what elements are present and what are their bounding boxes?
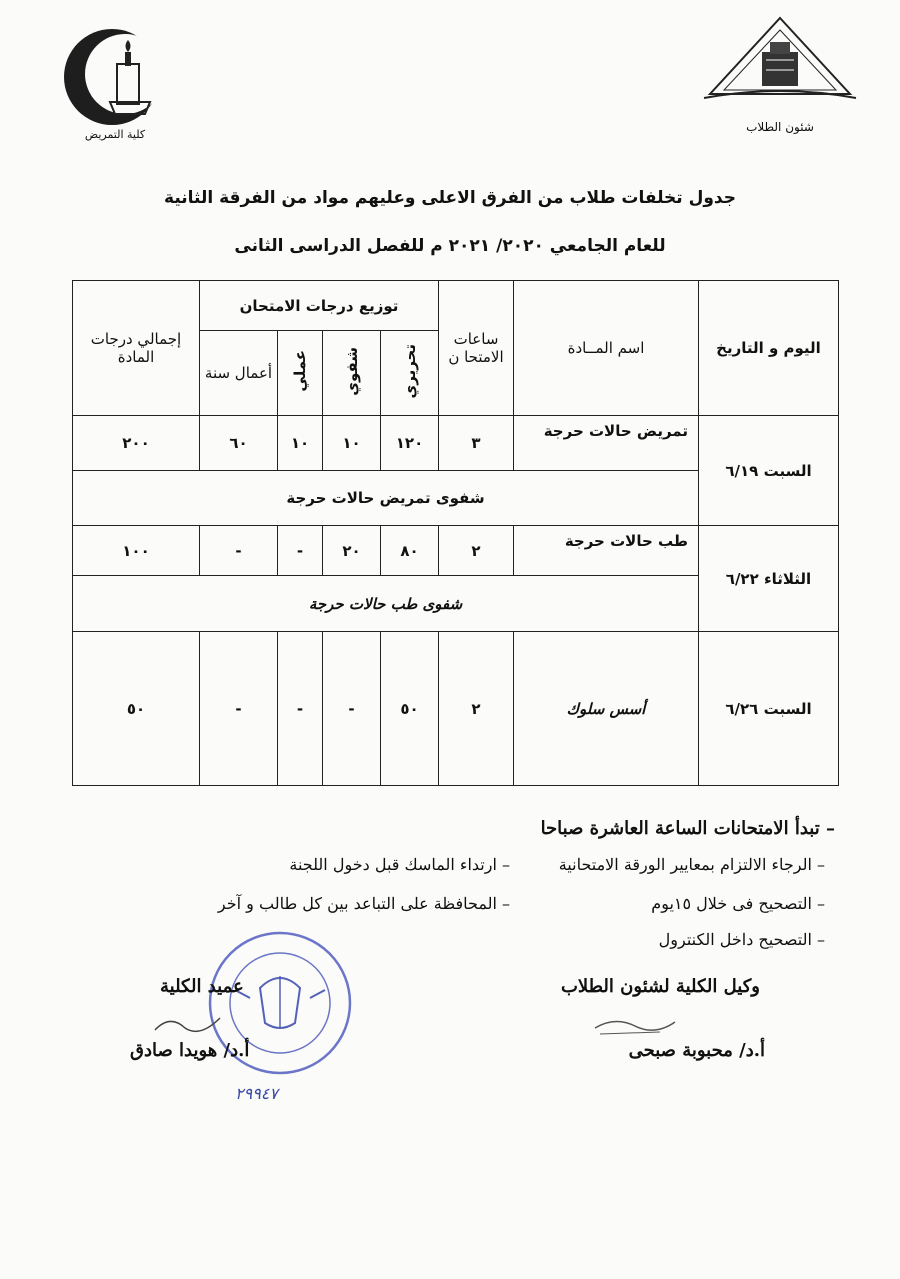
row-hours: ٢: [439, 526, 514, 576]
student-affairs-caption: شئون الطلاب: [746, 120, 814, 134]
dean-name: أ.د/ هويدا صادق: [130, 1040, 250, 1061]
header-oral: شفوي: [323, 331, 381, 416]
row-hours: ٣: [439, 416, 514, 471]
vice-dean-signature: [590, 1008, 680, 1038]
row-year-work: ٦٠: [200, 416, 278, 471]
header-distribution: توزيع درجات الامتحان: [200, 281, 439, 331]
row-course: تمريض حالات حرجة: [514, 416, 699, 471]
note-social-distancing: – المحافظة على التباعد بين كل طالب و آخر: [217, 894, 510, 913]
note-exam-paper-rules: – الرجاء الالتزام بمعايير الورقة الامتحانية: [558, 855, 825, 874]
row-written: ١٢٠: [381, 416, 439, 471]
row-hours: ٢: [439, 632, 514, 786]
header-day-date: اليوم و التاريخ: [699, 281, 839, 416]
document-title: جدول تخلفات طلاب من الفرق الاعلى وعليهم مواد من الفرقة الثانية: [164, 188, 736, 208]
row-written: ٨٠: [381, 526, 439, 576]
document-subtitle: للعام الجامعي ٢٠٢٠/ ٢٠٢١ م للفصل الدراسى الثانى: [234, 236, 666, 256]
row-day: السبت ٦/١٩: [699, 416, 839, 526]
row-written: ٥٠: [381, 632, 439, 786]
vice-dean-title: وكيل الكلية لشئون الطلاب: [560, 976, 760, 997]
table-row: [73, 632, 839, 786]
note-wear-mask: – ارتداء الماسك قبل دخول اللجنة: [289, 855, 510, 874]
row-practical: -: [278, 526, 323, 576]
handwritten-number: ٢٩٩٤٧: [235, 1084, 278, 1103]
row-total: ١٠٠: [73, 526, 200, 576]
header-course-name: اسم المــادة: [514, 281, 699, 416]
dean-title: عميد الكلية: [160, 976, 244, 997]
row-oral: ١٠: [323, 416, 381, 471]
row-practical: ١٠: [278, 416, 323, 471]
row-course: طب حالات حرجة: [514, 526, 699, 576]
row-total: ٥٠: [73, 632, 200, 786]
row-practical: -: [278, 632, 323, 786]
header-practical: عملي: [278, 331, 323, 416]
header-exam-hours: ساعات الامتحا ن: [439, 281, 514, 416]
exam-schedule-table: [72, 280, 839, 786]
dean-signature: [150, 1008, 230, 1038]
row-note: شفوى تمريض حالات حرجة: [73, 471, 699, 526]
note-grading-period: – التصحيح فى خلال ١٥يوم: [651, 894, 825, 913]
row-year-work: -: [200, 526, 278, 576]
faculty-of-nursing-logo: [55, 22, 170, 137]
faculty-of-nursing-caption: كلية التمريض: [84, 128, 146, 141]
row-day: السبت ٦/٢٦: [699, 632, 839, 786]
row-total: ٢٠٠: [73, 416, 200, 471]
vice-dean-name: أ.د/ محبوبة صبحى: [628, 1040, 765, 1061]
note-exam-start-time: – تبدأ الامتحانات الساعة العاشرة صباحا: [540, 818, 835, 839]
header-written: تحريري: [381, 331, 439, 416]
header-total: إجمالي درجات المادة: [73, 281, 200, 416]
row-oral: ٢٠: [323, 526, 381, 576]
row-course: أسس سلوك: [514, 632, 699, 786]
table-row: [73, 416, 839, 471]
row-year-work: -: [200, 632, 278, 786]
row-day: الثلاثاء ٦/٢٢: [699, 526, 839, 632]
table-row: [73, 526, 839, 576]
note-grading-location: – التصحيح داخل الكنترول: [658, 930, 825, 949]
row-note: شفوى طب حالات حرجة: [73, 576, 699, 632]
benha-university-logo: [700, 12, 860, 108]
row-oral: -: [323, 632, 381, 786]
header-year-work: أعمال سنة: [200, 331, 278, 416]
